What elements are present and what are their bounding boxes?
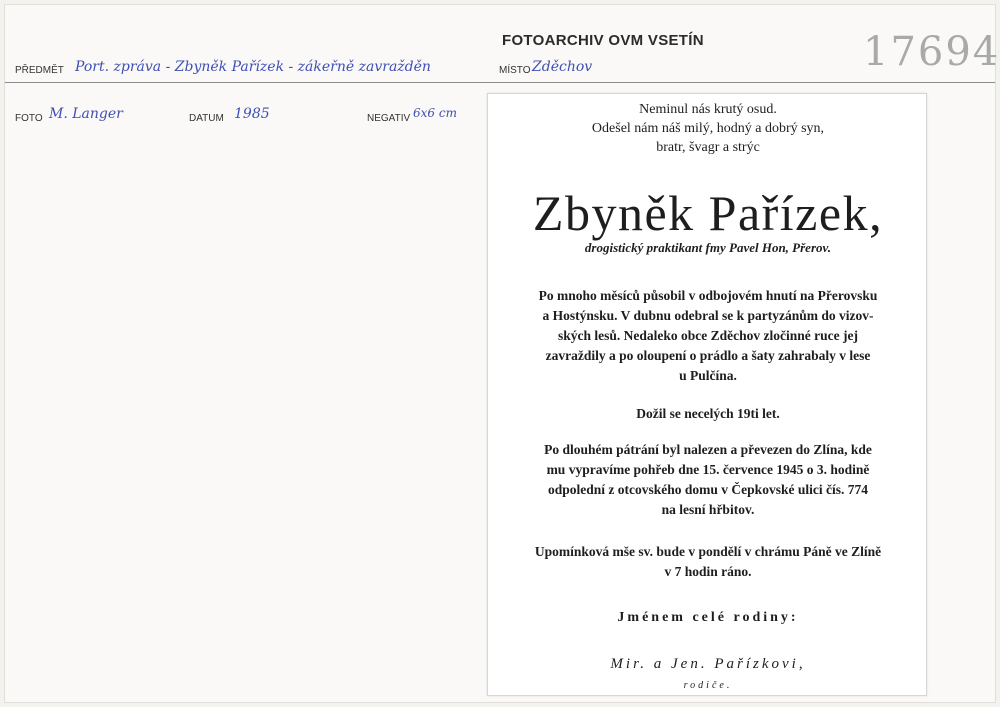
misto-label: MÍSTO [499,65,531,76]
archive-title: FOTOARCHIV OVM VSETÍN [502,32,704,49]
paragraph-line: na lesní hřbitov. [661,502,755,517]
intro-line: Odešel nám náš milý, hodný a dobrý syn, [591,121,825,136]
deceased-occupation: drogistický praktikant fmy Pavel Hon, Přerov. [584,240,832,255]
negativ-value: 6x6 cm [413,106,457,120]
datum-value: 1985 [234,106,270,122]
paragraph-line: Po dlouhém pátrání byl nalezen a převezen do Zlína, kde [544,442,872,457]
form-rule-1 [5,82,995,83]
paragraph-line: a Hostýnsku. V dubnu odebral se k partyzánům do vizov- [542,308,874,323]
paragraph-line: ských lesů. Nedaleko obce Zděchov zločinné ruce jej [558,328,858,343]
obituary-paragraph-4 [488,542,928,582]
misto-value: Zděchov [532,59,593,75]
signature-intro: Jménem celé rodiny: [617,610,799,625]
predmet-label: PŘEDMĚT [15,65,64,76]
foto-label: FOTO [15,113,43,124]
foto-value: M. Langer [49,106,123,122]
paragraph-line: mu vypravíme pohřeb dne 15. července 1945 o 3. hodině [546,462,870,477]
paragraph-line: u Pulčína. [679,368,737,383]
intro-line: bratr, švagr a strýc [656,140,760,155]
obituary-intro [488,100,928,157]
signature-names: Mir. a Jen. Pařízkovi, [610,656,806,672]
datum-label: DATUM [189,113,224,124]
signature-role: rodiče. [683,680,733,691]
intro-line: Neminul nás krutý osud. [639,102,777,117]
deceased-name: Zbyněk Pařízek, [532,185,884,241]
obituary-clipping [487,93,927,696]
obituary-paragraph-2: Dožil se necelých 19ti let. [636,406,780,421]
archive-card [4,4,1000,703]
obituary-paragraph-1 [488,286,928,386]
paragraph-line: Upomínková mše sv. bude v pondělí v chrámu Páně ve Zlíně [534,544,882,559]
predmet-value: Port. zpráva - Zbyněk Pařízek - zákeřně zavražděn [75,59,431,75]
paragraph-line: zavraždily a po oloupení o prádlo a šaty zahrabaly v lese [545,348,871,363]
obituary-paragraph-3 [488,440,928,520]
paragraph-line: odpolední z otcovského domu v Čepkovské ulici čís. 774 [548,482,868,497]
negativ-label: NEGATIV [367,113,411,124]
inventory-number-stamp: 17694 [863,29,1000,75]
paragraph-line: v 7 hodin ráno. [664,564,752,579]
paragraph-line: Po mnoho měsíců působil v odbojovém hnutí na Přerovsku [538,288,878,303]
